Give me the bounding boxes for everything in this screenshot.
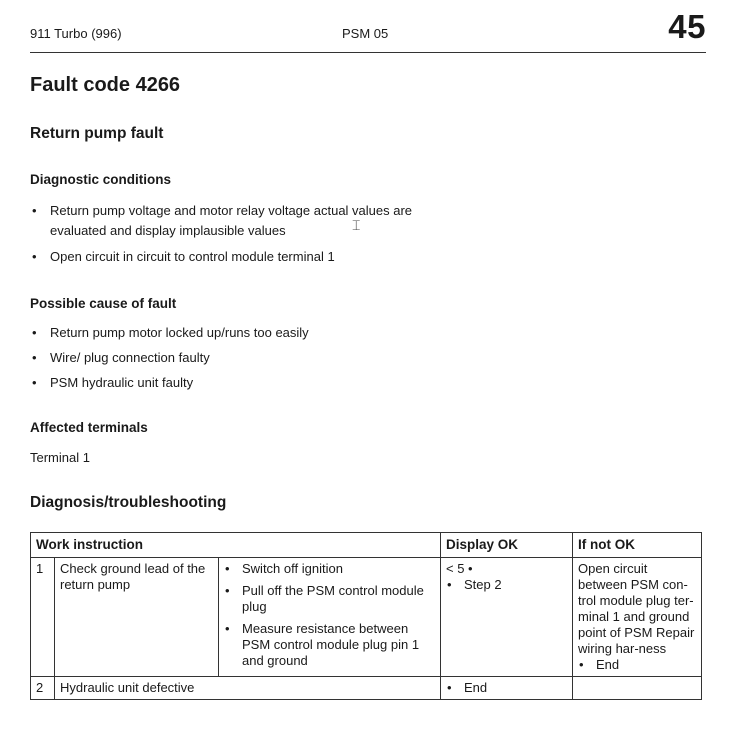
header-rule [30,52,706,53]
page-number: 45 [668,8,706,45]
possible-cause-heading: Possible cause of fault [30,296,177,311]
if-not-ok-cell [573,677,702,700]
work-instruction: Hydraulic unit defective [55,677,441,700]
header-section: PSM 05 [342,26,389,41]
step-number: 2 [31,677,55,700]
list-item: • Return pump motor locked up/runs too easily [30,323,530,343]
affected-terminals-value: Terminal 1 [30,450,90,465]
display-ok-next-step: • Step 2 [446,577,567,593]
page-title: Fault code 4266 [30,74,181,96]
text-cursor-icon: ⌶ [352,217,361,233]
diagnosis-table [30,532,702,700]
header-model: 911 Turbo (996) [30,26,122,41]
table-row [31,558,702,677]
list-item: • Wire/ plug connection faulty [30,348,530,368]
diagnostic-conditions-heading: Diagnostic conditions [30,172,172,187]
action-item: • Pull off the PSM control module plug [224,583,435,615]
possible-cause-list [30,323,530,398]
column-header-work-instruction: Work instruction [31,533,441,558]
page-header [30,8,706,50]
column-header-display-ok: Display OK [441,533,573,558]
display-ok-cell [441,558,573,677]
work-instruction: Check ground lead of the return pump [55,558,219,677]
diagnostic-conditions-list [30,201,450,273]
if-not-ok-cell [573,558,702,677]
table-header-row [31,533,702,558]
diagnosis-heading: Diagnosis/troubleshooting [30,494,227,511]
affected-terminals-heading: Affected terminals [30,420,148,435]
action-item: • Measure resistance between PSM control module plug pin 1 and ground [224,621,435,669]
action-item: • Switch off ignition [224,561,435,577]
step-number: 1 [31,558,55,677]
display-ok-next-step: • End [446,680,567,696]
if-not-ok-text: Open circuit between PSM con-trol module plug ter-minal 1 and ground point of PSM Repair wiring har-ness [578,561,695,656]
list-item: • Open circuit in circuit to control module terminal 1 [30,247,450,267]
list-item: • PSM hydraulic unit faulty [30,373,530,393]
if-not-ok-next-step: • End [578,657,696,673]
action-steps [219,558,441,677]
fault-subtitle: Return pump fault [30,125,164,142]
display-ok-cell [441,677,573,700]
display-ok-value: < 5 • [446,561,473,576]
list-item: • Return pump voltage and motor relay voltage actual values are evaluated and display implausible values [30,201,450,241]
column-header-if-not-ok: If not OK [573,533,702,558]
table-row [31,677,702,700]
